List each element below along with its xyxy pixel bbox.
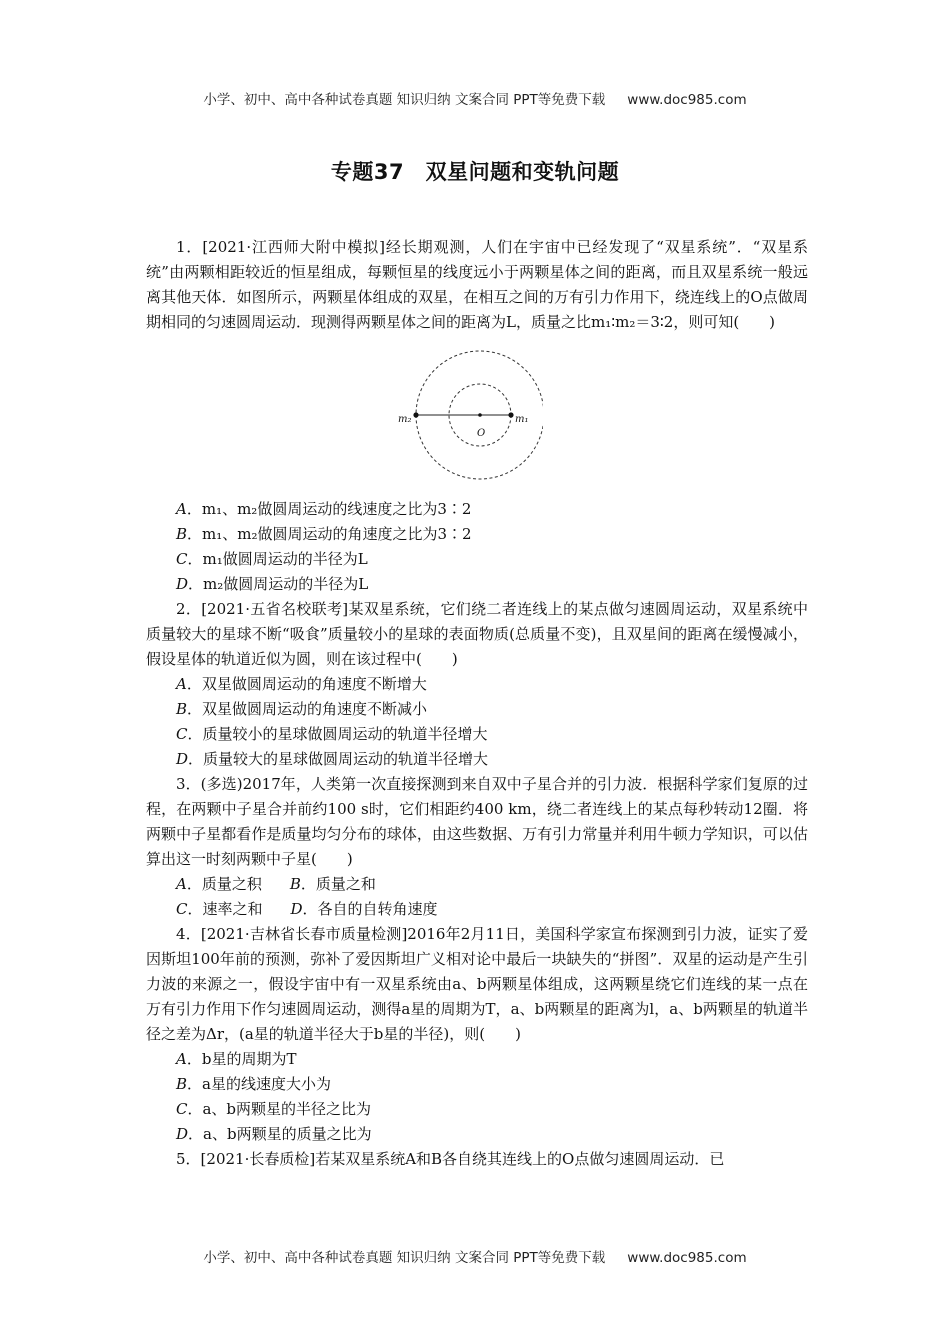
label-o: O [477,428,486,439]
footer-site[interactable]: www.doc985.com [627,1250,747,1266]
q2-option-c[interactable]: C．质量较小的星球做圆周运动的轨道半径增大 [176,725,488,743]
q4-option-c[interactable]: C．a、b两颗星的半径之比为 [176,1100,372,1118]
q3-option-d[interactable]: D．各自的自转角速度 [290,900,438,918]
q3-options-row-1 [146,872,808,897]
q1-option-a[interactable]: A．m₁、m₂做圆周运动的线速度之比为3∶2 [176,500,472,518]
question-3-stem: 3．(多选)2017年，人类第一次直接探测到来自双中子星合并的引力波．根据科学家们复原的过程，在两颗中子星合并前约100 s时，它们相距约400 km，绕二者连线上的某点每秒转动12圈．将两颗中子星都看作是质量均匀分布的球体，由这些数据、万有引力常量并利用牛顿力学知识，可以估算出这一时刻两颗中子星( ) [146,775,808,868]
center-o [478,413,482,417]
page-header [0,88,950,108]
q2-option-d[interactable]: D．质量较大的星球做圆周运动的轨道半径增大 [176,750,489,768]
q1-option-b[interactable]: B．m₁、m₂做圆周运动的角速度之比为3∶2 [176,525,472,543]
q3-option-a[interactable]: A．质量之积 [176,875,262,893]
q2-option-a[interactable]: A．双星做圆周运动的角速度不断增大 [176,675,427,693]
document-body [146,235,808,1172]
binary-star-figure [146,341,808,491]
header-site[interactable]: www.doc985.com [627,92,747,108]
star-m1 [508,412,513,417]
footer-text: 小学、初中、高中各种试卷真题 知识归纳 文案合同 PPT等免费下载 [203,1250,606,1266]
page-title: 专题37 双星问题和变轨问题 [330,160,620,184]
label-m2: m₂ [398,414,412,425]
q3-option-c[interactable]: C．速率之和 [176,900,263,918]
page-footer [0,1246,950,1266]
q4-option-d[interactable]: D．a、b两颗星的质量之比为 [176,1125,372,1143]
q1-option-c[interactable]: C．m₁做圆周运动的半径为L [176,550,368,568]
question-5-stem: 5．[2021·长春质检]若某双星系统A和B各自绕其连线上的O点做匀速圆周运动．已 [176,1150,725,1168]
label-m1: m₁ [515,414,529,425]
star-m2 [413,412,418,417]
question-4-stem: 4．[2021·吉林省长春市质量检测]2016年2月11日，美国科学家宣布探测到引力波，证实了爱因斯坦100年前的预测，弥补了爱因斯坦广义相对论中最后一块缺失的“拼图”．双星的运动是产生引力波的来源之一，假设宇宙中有一双星系统由a、b两颗星体组成，这两颗星绕它们连线的某一点在万有引力作用下作匀速圆周运动，测得a星的周期为T，a、b两颗星的距离为l，a、b两颗星的轨道半径之差为Δr，(a星的轨道半径大于b星的半径)，则( ) [146,925,808,1043]
q2-option-b[interactable]: B．双星做圆周运动的角速度不断减小 [176,700,428,718]
q4-option-b[interactable]: B．a星的线速度大小为 [176,1075,331,1093]
question-1-stem: 1．[2021·江西师大附中模拟]经长期观测，人们在宇宙中已经发现了“双星系统”．“双星系统”由两颗相距较近的恒星组成，每颗恒星的线度远小于两颗星体之间的距离，而且双星系统一般远离其他天体．如图所示，两颗星体组成的双星，在相互之间的万有引力作用下，绕连线上的O点做周期相同的匀速圆周运动．现测得两颗星体之间的距离为L，质量之比m₁∶m₂＝3∶2，则可知( ) [146,238,808,331]
q4-option-a[interactable]: A．b星的周期为T [176,1050,297,1068]
q3-options-row-2 [146,897,808,922]
header-text: 小学、初中、高中各种试卷真题 知识归纳 文案合同 PPT等免费下载 [203,92,606,108]
q1-option-d[interactable]: D．m₂做圆周运动的半径为L [176,575,369,593]
q3-option-b[interactable]: B．质量之和 [289,875,376,893]
question-2-stem: 2．[2021·五省名校联考]某双星系统，它们绕二者连线上的某点做匀速圆周运动，双星系统中质量较大的星球不断“吸食”质量较小的星球的表面物质(总质量不变)，且双星间的距离在缓慢减小，假设星体的轨道近似为圆，则在该过程中( ) [146,600,808,668]
